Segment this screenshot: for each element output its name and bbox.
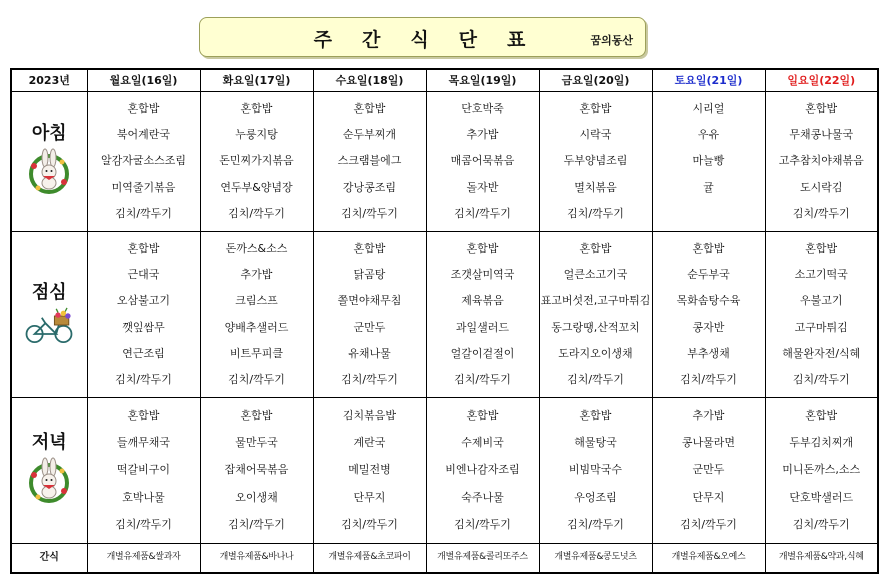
menu-cell: [200, 91, 313, 231]
snack-item: 개별유제품&오예스: [652, 543, 765, 573]
menu-item: 크림스프: [235, 294, 278, 308]
menu-item: 얼갈이겉절이: [450, 346, 515, 360]
menu-item: 김치볶음밥: [342, 408, 397, 422]
day-header: 목요일(19일): [426, 69, 539, 91]
menu-item: 우유: [697, 128, 720, 142]
menu-item: 우엉조림: [574, 490, 617, 504]
menu-item: 비트무피클: [229, 346, 284, 360]
menu-item: 무채콩나물국: [789, 128, 854, 142]
menu-item: 쫄면야채무침: [337, 294, 402, 308]
menu-item: 혼합밥: [579, 102, 612, 116]
menu-cell: [539, 397, 652, 543]
day-header: 수요일(18일): [313, 69, 426, 91]
menu-item: 김치/깍두기: [228, 372, 285, 386]
menu-item: 혼합밥: [240, 102, 273, 116]
menu-cell: [313, 231, 426, 397]
menu-item: 고구마튀김: [794, 320, 848, 334]
menu-item: 조갯살미역국: [450, 268, 515, 282]
menu-item: 김치/깍두기: [341, 372, 398, 386]
menu-item: 들깨무채국: [116, 436, 171, 450]
menu-item: 시리얼: [692, 102, 725, 116]
menu-item: 시락국: [579, 128, 612, 142]
menu-cell: [426, 91, 539, 231]
meal-label: 저녁: [31, 431, 67, 453]
menu-item: 스크램블에그: [337, 154, 402, 168]
menu-item: 김치/깍두기: [341, 206, 398, 220]
meal-label-cell: [11, 231, 87, 397]
menu-item: 순두부국: [687, 268, 730, 282]
menu-cell: [652, 91, 765, 231]
menu-item: 김치/깍두기: [680, 372, 737, 386]
menu-item: 김치/깍두기: [228, 206, 285, 220]
snack-item: 개별유제품&바나나: [200, 543, 313, 573]
menu-item: 깻잎쌈무: [122, 320, 165, 334]
menu-item: 김치/깍두기: [454, 372, 511, 386]
menu-item: 혼합밥: [353, 242, 386, 256]
menu-cell: [652, 397, 765, 543]
menu-item: 혼합밥: [127, 242, 160, 256]
menu-item: 김치/깍두기: [567, 372, 624, 386]
bunny-wreath-icon: [24, 457, 74, 505]
menu-item: 알감자굴소스조림: [100, 154, 186, 168]
menu-cell: [87, 91, 200, 231]
menu-cell: [426, 231, 539, 397]
menu-item: 메밀전병: [348, 463, 391, 477]
day-header: 금요일(20일): [539, 69, 652, 91]
menu-item: 혼합밥: [805, 102, 838, 116]
menu-cell: [539, 91, 652, 231]
flower-bicycle-icon: [21, 307, 77, 343]
menu-item: 수제비국: [461, 436, 504, 450]
meal-label: 아침: [31, 122, 67, 144]
menu-item: 소고기떡국: [794, 268, 848, 282]
menu-cell: [313, 91, 426, 231]
menu-item: 김치/깍두기: [115, 518, 172, 532]
menu-item: 단무지: [353, 490, 386, 504]
menu-item: 돈민찌가지볶음: [219, 154, 294, 168]
menu-cell: [765, 91, 878, 231]
menu-item: 김치/깍두기: [454, 206, 511, 220]
menu-item: 얼큰소고기국: [563, 268, 628, 282]
menu-item: 콩나물라면: [681, 436, 736, 450]
menu-item: 잡채어묵볶음: [224, 463, 289, 477]
menu-item: 김치/깍두기: [228, 518, 285, 532]
snack-row: [11, 543, 878, 573]
corner-year: 2023년: [11, 69, 87, 91]
menu-item: 양배추샐러드: [224, 320, 289, 334]
menu-item: 도라지오이생채: [558, 346, 633, 360]
menu-item: 해물완자전/식혜: [782, 346, 861, 360]
menu-item: 매콤어묵볶음: [450, 154, 515, 168]
menu-cell: [313, 397, 426, 543]
menu-item: 혼합밥: [127, 408, 160, 422]
menu-cell: [426, 397, 539, 543]
menu-item: 혼합밥: [579, 408, 612, 422]
header-row: [11, 69, 878, 91]
snack-item: 개별유제품&초코파이: [313, 543, 426, 573]
menu-item: 귤: [703, 180, 714, 194]
menu-item: 두부김치찌개: [789, 436, 854, 450]
menu-item: 떡갈비구이: [116, 463, 171, 477]
menu-item: 계란국: [353, 436, 386, 450]
menu-item: 순두부찌개: [342, 128, 397, 142]
menu-item: 콩자반: [692, 320, 725, 334]
menu-item: 도시락김: [799, 180, 843, 194]
snack-item: 개별유제품&콩도넛츠: [539, 543, 652, 573]
menu-item: 닭곰탕: [353, 268, 386, 282]
menu-item: 강낭콩조림: [342, 180, 397, 194]
menu-cell: [200, 231, 313, 397]
menu-item: 김치/깍두기: [680, 518, 737, 532]
menu-item: 김치/깍두기: [792, 372, 850, 386]
menu-item: 혼합밥: [240, 408, 273, 422]
menu-item: 김치/깍두기: [115, 206, 172, 220]
menu-cell: [765, 397, 878, 543]
menu-item: 해물탕국: [574, 436, 617, 450]
menu-item: 김치/깍두기: [567, 206, 624, 220]
menu-item: 추가밥: [466, 128, 499, 142]
bunny-wreath-icon: [24, 148, 74, 196]
menu-item: 오이생채: [235, 490, 278, 504]
menu-item: 비빔막국수: [568, 463, 623, 477]
day-header-sunday: 일요일(22일): [765, 69, 878, 91]
menu-cell: [87, 231, 200, 397]
menu-item: 우불고기: [799, 294, 843, 308]
menu-item: 혼합밥: [805, 408, 838, 422]
menu-item: 근대국: [127, 268, 160, 282]
menu-item: 연두부&양념장: [220, 180, 293, 194]
page-title: 주간식단표: [313, 29, 556, 51]
menu-item: [653, 206, 765, 221]
menu-item: 추가밥: [240, 268, 273, 282]
menu-item: 김치/깍두기: [341, 518, 398, 532]
meal-row: [11, 231, 878, 397]
menu-item: 고추참치야채볶음: [778, 154, 864, 168]
meal-row: [11, 91, 878, 231]
menu-item: 과일샐러드: [455, 320, 510, 334]
menu-cell: [87, 397, 200, 543]
title-banner: [199, 17, 646, 57]
meal-label: 점심: [31, 281, 67, 303]
menu-item: 군만두: [692, 463, 725, 477]
menu-item: 비엔나감자조림: [445, 463, 520, 477]
menu-item: 혼합밥: [466, 408, 499, 422]
menu-item: 단호박죽: [461, 102, 504, 116]
menu-item: 연근조림: [122, 346, 165, 360]
menu-item: 표고버섯전,고구마튀김: [540, 294, 651, 308]
meal-label-cell: [11, 397, 87, 543]
snack-item: 개별유제품&콜리또주스: [426, 543, 539, 573]
menu-item: 단무지: [692, 490, 725, 504]
menu-item: 마늘빵: [692, 154, 725, 168]
menu-item: 혼합밥: [692, 242, 725, 256]
menu-item: 혼합밥: [127, 102, 160, 116]
menu-item: 혼합밥: [805, 242, 838, 256]
menu-item: 미역줄기볶음: [111, 180, 176, 194]
snack-item: 개별유제품&쌀과자: [87, 543, 200, 573]
menu-item: 돌자반: [466, 180, 499, 194]
menu-item: 목화솜탕수육: [676, 294, 741, 308]
menu-item: 숙주나물: [461, 490, 504, 504]
menu-item: 제육볶음: [461, 294, 504, 308]
menu-item: 김치/깍두기: [454, 518, 511, 532]
menu-item: 북어계란국: [116, 128, 171, 142]
menu-item: 김치/깍두기: [115, 372, 172, 386]
menu-item: 혼합밥: [466, 242, 499, 256]
menu-item: 김치/깍두기: [792, 518, 850, 532]
menu-cell: [539, 231, 652, 397]
day-header-saturday: 토요일(21일): [652, 69, 765, 91]
day-header: 화요일(17일): [200, 69, 313, 91]
menu-item: 혼합밥: [353, 102, 386, 116]
menu-item: 호박나물: [122, 490, 165, 504]
menu-item: 김치/깍두기: [792, 206, 850, 220]
menu-item: 오삼불고기: [116, 294, 171, 308]
menu-item: 군만두: [353, 320, 386, 334]
menu-item: 물만두국: [235, 436, 278, 450]
menu-item: 부추생채: [687, 346, 730, 360]
weekly-menu-table: [10, 68, 879, 574]
menu-item: 혼합밥: [579, 242, 612, 256]
menu-item: 미니돈까스,소스: [782, 463, 861, 477]
day-header: 월요일(16일): [87, 69, 200, 91]
menu-item: 누룽지탕: [235, 128, 278, 142]
menu-item: 유채나물: [348, 346, 391, 360]
menu-item: 단호박샐러드: [789, 490, 854, 504]
menu-cell: [765, 231, 878, 397]
meal-label-cell: [11, 91, 87, 231]
menu-item: 동그랑땡,산적꼬치: [551, 320, 640, 334]
meal-row: [11, 397, 878, 543]
menu-item: 추가밥: [692, 408, 725, 422]
menu-item: 두부양념조림: [563, 154, 628, 168]
snack-label: 간식: [11, 543, 87, 573]
snack-item: 개별유제품&약과,식혜: [765, 543, 878, 573]
menu-cell: [652, 231, 765, 397]
menu-item: 김치/깍두기: [567, 518, 624, 532]
page-subtitle: 꿈의동산: [590, 34, 633, 47]
menu-item: 돈까스&소스: [225, 242, 288, 256]
menu-cell: [200, 397, 313, 543]
menu-item: 멸치볶음: [574, 180, 617, 194]
